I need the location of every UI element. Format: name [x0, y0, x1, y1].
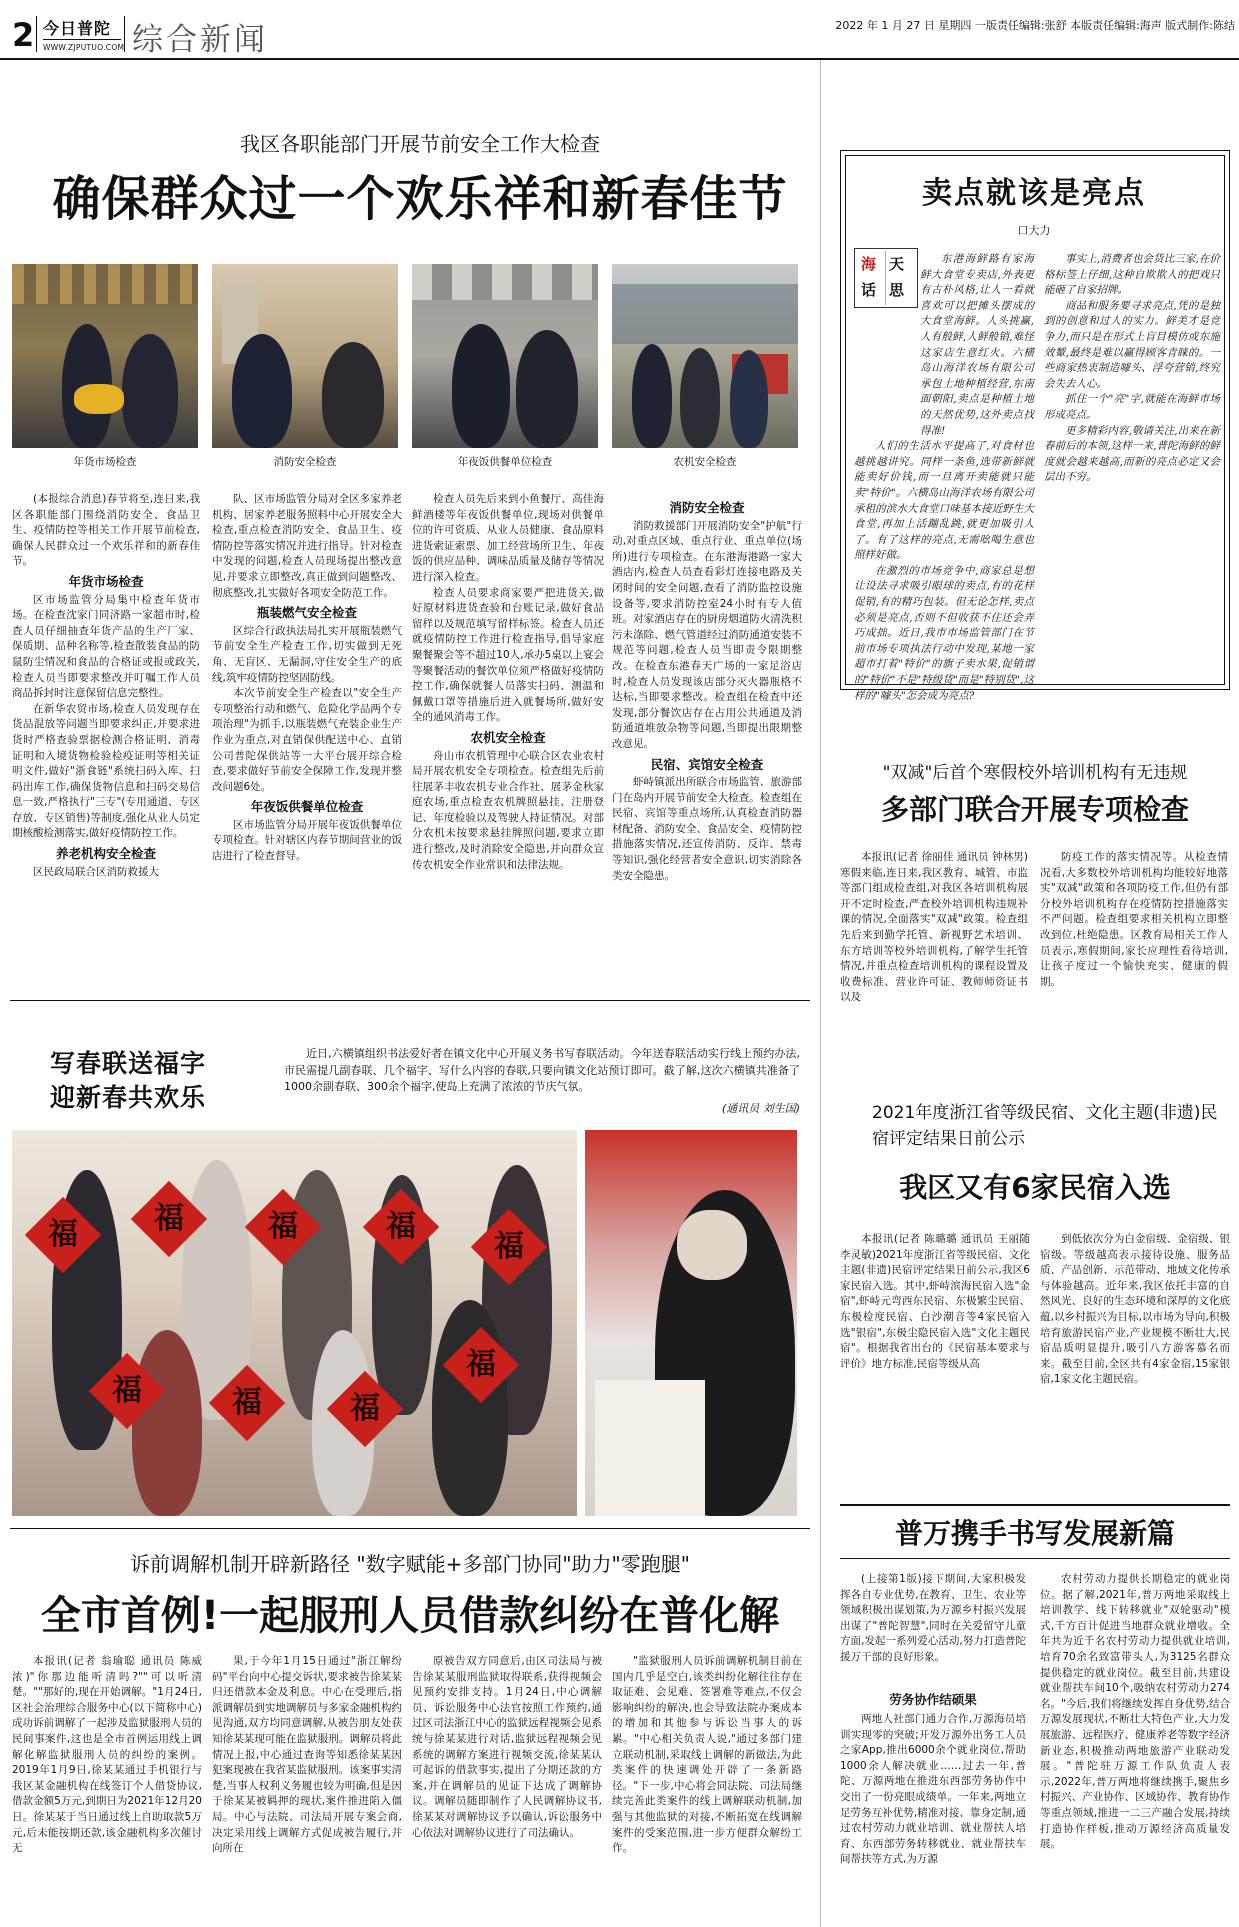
homestay-col-2: 到低依次分为白金宿级、金宿级、银宿级。等级越高表示接待设施、服务品质、产品创新、示范带动、地域文化传承与体验越高。近年来,我区依托丰富的自然风光、良好的生态环境和深厚的文化底蕴,以乡村振兴为目标,以市场为导向,积极培育旅游民宿产业,产业规模不断壮大,民宿品质明显提升,吸引八方游客慕名而来。截至目前,全区共有4家金宿,15家银宿,1家文化主题民宿。 — [1040, 1233, 1230, 1386]
paper-name: 今日普陀 — [43, 16, 121, 40]
loan-col-2: 果,于今年1月15日通过"浙江解纷码"平台向中心提交诉状,要求被告徐某某归还借款本金及利息。中心在受理后,指派调解员到实地调解员与多家金融机构约见沟通,双方均同意调解,从被告朋友处获知徐某某现可能在监狱服刑。调解员将此情况上报,中心通过查询等知悉徐某某因犯案现被在我省某监狱服刑。该案事实清楚,当事人权利义务履也较为明确,但是因于徐某某被羁押的现状,案件推进陷入僵局。中心与法院、司法局开展专案会商,决定采用线上调解方式促成被告履行,并向所在 — [212, 1655, 402, 1855]
badge-char-3: 话 — [861, 281, 877, 299]
column-paragraph: 东港海鲜路有家海鲜大食堂专卖店,外表更有古朴风格,让人一看就喜欢可以把摊头摆成的大食堂海鲜。人头挑赢,人有般鲜,人鲜般销,难怪这家店生意红火。六横岛山海洋农场有限公司承包土地种植经营,东南面朝阳,卖点是种植土地的天然优势,这外卖点找得准! — [920, 253, 1034, 437]
badge-char-1: 海 — [861, 255, 877, 273]
double-reduction-col-1: 本报讯(记者 徐丽佳 通讯员 钟林男)寒假来临,连日来,我区教育、城管、市监等部门组成检查组,对我区各培训机构展开不定时检查,严查校外培训机构违规补课的情况,全面落实"双减"政策。检查组先后来到勤学托管、新视野艺术培训、东方培训等校外培训机构,了解学生托管情况,并重点检查培训机构的课程设置及收费标准、营业许可证、教师师资证书以及 — [840, 851, 1028, 1004]
column-text-right — [1044, 252, 1220, 678]
paper-logo — [43, 16, 123, 52]
column-paragraph: 商品和服务要寻求亮点,凭的是独到的创意和过人的实力。鲜美才是竞争力,而只是在形式上盲目模仿或东施效颦,最终是难以赢得顾客青睐的。一些商家热衷制造噱头、浮夸营销,终究会失去人心。 — [1044, 299, 1220, 390]
puwan-col-2: 农村劳动力提供长期稳定的就业岗位。据了解,2021年,普万两地采取线上培训教学、线下转移就业"双轮驱动"模式,千方百计促进当地群众就业增收。全年共为近千名农村劳动力提供就业培训,培育70余名致富带头人,为3125名群众提供稳定的就业岗位。截至目前,共建设就业帮扶车间10个,吸纳农村劳动力274名。"今后,我们将继续发挥自身优势,结合万源发展现状,不断壮大特色产业,大力发展旅游、远程医疗、健康养老等数字经济新业态,积极推动两地旅游产业联动发展。"普陀驻万源工作队负责人表示,2022年,普万两地将继续携手,聚焦乡村振兴、产业协作、区域协作、教育协作等重点领域,推进一二三产融合发展,持续打造协作样板,推动万源经济高质量发展。 — [1040, 1573, 1231, 1851]
photo-calligrapher — [585, 1130, 797, 1516]
loan-kicker: 诉前调解机制开辟新路径 "数字赋能+多部门协同"助力"零跑腿" — [130, 1552, 690, 1576]
photo-farm-machinery-inspection — [612, 264, 798, 448]
lead-paragraph: 区市场监管分局集中检查年货市场。在检查沈家门同济路一家超市时,检查人员仔细抽查年货产品的生产厂家、保质期、品种名称等,检查散装食品的防鼠防尘情况和食品的合格证或报或政关,检查人员当即要求整改并叮嘱工作人员商品拆封时注意保留信息完整性。 — [12, 593, 200, 700]
photo-fire-inspection — [212, 264, 398, 448]
loan-col-4: "监狱服刑人员诉前调解机制目前在国内几乎是空白,该类纠纷化解往往存在取证难、会见难、签署难等难点,不仅会影响纠纷的解决,也会导致法院办案成本的增加和其他参与诉讼当事人的诉累。"中心相关负责人说,"通过多部门建立联动机制,采取线上调解的新做法,为此类案件的快速调处开辟了一条新路径。"下一步,中心将会同法院、司法局继续完善此类案件的线上调解联动机制,加强与其他监狱的对接,不断拓宽在线调解案件的受案范围,进一步方便群众解纷工作。 — [612, 1655, 802, 1855]
couplets-headline-1: 写春联送福字 — [50, 1049, 207, 1078]
photo-restaurant-inspection — [412, 264, 598, 448]
column-author: 口大力 — [1017, 224, 1051, 237]
double-reduction-headline: 多部门联合开展专项检查 — [880, 793, 1189, 826]
masthead-divider-2 — [124, 16, 125, 52]
puwan-headline: 普万携手书写发展新篇 — [894, 1517, 1175, 1550]
column-paragraph: 抓住一个"亮"字,就能在海鲜市场形成亮点。 — [1044, 393, 1220, 421]
dateline: 2022 年 1 月 27 日 星期四 一版责任编辑:张舒 本版责任编辑:海声 版式制作:陈结 — [835, 19, 1235, 32]
fu-card-7: 福 — [209, 1365, 285, 1441]
lead-paragraph: 虾峙镇派出所联合市场监管、旅游部门在岛内开展节前安全大检查。检查组在民宿、宾馆等重点场所,认真检查消防器材配备、消防安全、食品安全、疫情防控措施落实情况,还宣传消防、反诈、禁毒等知识,强化经营者安全意识,切实消除各类安全隐患。 — [612, 776, 802, 882]
loan-col-3: 原被告双方同意后,由区司法局与被告徐某某服刑监狱取得联系,获得视频会见预约安排支持。1月24日,中心调解员、诉讼服务中心法官按照工作预约,通过区司法浙江中心的监狱远程视频会见系统与徐某某进行对话,监狱远程视频会见系统的调解方案进行视频交流,徐某某认可起诉的借款事实,提出了分期还款的方案,并在调解员的见证下达成了调解协议。调解员随即制作了人民调解协议书,徐某某对调解协议予以确认,诉讼服务中心依法对调解协议进行了司法确认。 — [412, 1655, 602, 1839]
lead-paragraph: 区民政局联合区消防救援大 — [33, 865, 159, 878]
lead-paragraph: 本次节前安全生产检查以"安全生产专项整治行动和燃气、危险化学品两个专项治理"为抓手,以瓶装燃气充装企业生产作业为重点,对直销保供配送中心、直销公司普陀保供站等一大平台展开综合检查,要求做好节前安全保障工作,发现并整改问题6处。 — [212, 687, 402, 793]
divider-mid — [10, 1000, 810, 1001]
column-text-left — [854, 252, 1034, 702]
masthead-divider — [36, 16, 37, 52]
fu-card-6: 福 — [89, 1353, 165, 1429]
caption-farm-machinery: 农机安全检查 — [673, 456, 737, 468]
fu-card-3: 福 — [245, 1189, 321, 1265]
puwan-col-1-top: (上接第1版)接下期间,大家积极发挥各自专业优势,在教育、卫生、农业等领域积极出谋划策,为万源乡村振兴发展出谋了"普陀智慧",同时在关爱留守儿童方面,发起一系列爱心活动,努力打造普陀援万干部的良好形象。 — [840, 1573, 1026, 1663]
page-header — [0, 0, 1239, 58]
fu-card-8: 福 — [327, 1371, 403, 1447]
couplets-headline-2: 迎新春共欢乐 — [50, 1083, 207, 1112]
lead-subhead: 年货市场检查 — [68, 573, 144, 589]
badge-char-4: 思 — [889, 281, 905, 299]
section-title: 综合新闻 — [132, 22, 268, 58]
column-paragraph: 人们的生活水平提高了,对食材也越挑越讲究。同样一条鱼,选带新鲜就能卖好价钱,而一旦离开卖能就只能卖"特价"。六横岛山海洋农场有限公司承租的滨水大食堂口味基本接近野生大食堂,再加上活蹦乱跳,就更加吸引人了。有了这样的亮点,无需吆喝生意也照样好做。 — [854, 440, 1034, 562]
header-rule — [0, 58, 1239, 60]
lead-paragraph: 区市场监管分局开展年夜饭供餐单位专项检查。针对辖区内春节期间营业的饭店进行了检查督导。 — [212, 818, 402, 863]
lead-column-3 — [412, 492, 604, 990]
column-title: 卖点就该是亮点 — [922, 176, 1146, 211]
couplets-body: 近日,六横镇组织书法爱好者在镇文化中心开展义务书写春联活动。今年送春联活动实行线上预约办法,市民需提几副春联、几个福字、写什么内容的春联,只要向镇文化站预订即可。截了解,这次六横镇共准备了1000余副春联、300余个福字,使岛上充满了浓浓的节庆气氛。 — [284, 1047, 800, 1093]
divider-lower — [10, 1528, 810, 1529]
lead-paragraph: 检查人员先后来到小鱼餐厅、高佳海鲜酒楼等年夜饭供餐单位,现场对供餐单位的许可资质、从业人员健康、食品原料进货索证索票、加工经营场所卫生、年夜饭的供应品种、调味品质量及储存等情况进行深入检查。 — [412, 493, 604, 583]
lead-column-4 — [612, 496, 802, 990]
column-paragraph: 更多精彩内容,敬请关注,出来在新春前后的本领,这样一来,普陀海鲜的鲜度就会越来越高,而新的亮点必定又会层出不穷。 — [1044, 424, 1220, 484]
lead-column-1 — [12, 492, 200, 990]
badge-char-2: 天 — [889, 255, 905, 273]
double-reduction-kicker: "双减"后首个寒假校外培训机构有无违规 — [882, 763, 1188, 783]
homestay-col-1: 本报讯(记者 陈璐璐 通讯员 王丽随 李灵敏)2021年度浙江省等级民宿、文化主题(非遗)民宿评定结果日前公示,我区6家民宿入选。其中,虾峙滨海民宿入选"金宿",虾峙元弯西东民宿、东极繁尘民宿、东极检度民宿、白沙潮音等4家民宿入选"银宿",东极尘隐民宿入选"文化主题民宿"。根据我省出台的《民宿基本要求与评价》地方标准,民宿等级从高 — [840, 1233, 1030, 1370]
paper-site: WWW.ZJPUTUO.COM — [43, 43, 125, 52]
lead-subhead: 农机安全检查 — [470, 729, 546, 745]
lead-kicker: 我区各职能部门开展节前安全工作大检查 — [240, 132, 600, 156]
lead-subhead: 民宿、宾馆安全检查 — [650, 756, 764, 772]
caption-market: 年货市场检查 — [73, 456, 137, 468]
lead-paragraph: 检查人员要求商家要严把进货关,做好原材料进货查验和台账记录,做好食品留样以及规范填写留样标签。检查人员还就疫情防控工作进行检查指导,倡导家庭聚餐聚会等不超过10人,承办5桌以上宴会等聚餐活动的餐饮单位须严格做好疫情防控工作,确保就餐人员落实扫码、测温和佩戴口罩等措施后进入就餐场所,做好安全的通风消毒工作。 — [412, 586, 604, 724]
caption-restaurant: 年夜饭供餐单位检查 — [457, 456, 553, 468]
lead-paragraph: 在新华农贸市场,检查人员发现存在货品混放等问题当即要求纠正,并要求进货时严格查验票据检测合格证明、消毒证明和入境货物检验检疫证明等相关证明文件,做好"浙食链"系统扫码入库、扫码出库工作,确保货物信息和扫码交易信息一致,严格执行"三专"(专用通道、专区存放、专区销售)等制度,强化从业人员定期核酸检测落实,做好疫情防控工作。 — [12, 702, 200, 840]
column-paragraph: 在激烈的市场竞争中,商家总是想让设法寻求吸引眼球的卖点,有的花样促销,有的精巧包装。但无论怎样,卖点必须是亮点,否则不但收获不住还会弄巧成拙。近日,我市市场监管部门在节前市场专项执法行动中发现,某地一家超市打着"特价"的旗子卖水果,促销谓的"特价"不是"特级货"而是"特别货",这样的"噱头"怎会成为亮点? — [854, 564, 1034, 702]
column-paragraph: 事实上,消费者也会货比三家,在价格标签上仔细,这种自欺欺人的把戏只能砸了自家招牌。 — [1044, 253, 1220, 297]
couplets-credit: (通讯员 刘生国) — [721, 1102, 800, 1115]
lead-subhead: 消防安全检查 — [669, 500, 745, 515]
fu-card-1: 福 — [25, 1197, 101, 1273]
loan-headline: 全市首例!一起服刑人员借款纠纷在普化解 — [40, 1593, 780, 1639]
fu-card-4: 福 — [363, 1189, 439, 1265]
double-reduction-col-2: 防疫工作的落实情况等。从检查情况看,大多数校外培训机构均能较好地落实"双减"政策和各项防疫工作,但仍有部分校外培训机构存在疫情防控措施落实不严问题。检查组要求相关机构立即整改到位,杜绝隐患。区教育局相关工作人员表示,寒假期间,家长应理性看待培训,让孩子度过一个愉快充实、健康的假期。 — [1040, 851, 1228, 988]
lead-paragraph: (本报综合消息)春节将至,连日来,我区各职能部门围绕消防安全、食品卫生、疫情防控等相关工作开展节前检查,确保人民群众过一个欢乐祥和的新春佳节。 — [12, 493, 200, 568]
photo-market-inspection — [12, 264, 198, 448]
vertical-rule — [820, 60, 821, 1927]
lead-column-2 — [212, 492, 402, 990]
loan-col-1: 本报讯(记者 翁瑜聪 通讯员 陈威浓)"你那边能听清吗?""可以听清楚。""那好的,现在开始调解。"1月24日,区社会治理综合服务中心(以下简称中心)成功诉前调解了一起涉及监狱服刑人员的民间事案件,这也是全市首例运用线上调解化解监狱服刑人员的纠纷的案例。2019年1月9日,徐某某通过手机银行与我区某金融机构在线签订个人借贷协议,借款金额5万元,到期日为2021年12月20日。徐某某于当日通过线上自助取款5万元,后未能按期还款,该金融机构多次催讨无 — [12, 1655, 202, 1855]
lead-paragraph: 队、区市场监管分局对全区多家养老机构、居家养老服务照料中心开展安全大检查,重点检查消防安全、食品卫生、疫情防控等落实情况并进行指导。针对检查中发现的问题,检查人员现场提出整改意见,并要求立即整改,真正做到问题整改、彻底整改,扎实做好各项安全防范工作。 — [212, 493, 402, 599]
puwan-subhead: 劳务协作结硕果 — [889, 1692, 977, 1707]
lead-paragraph: 消防救援部门开展消防安全"护航"行动,对重点区域、重点行业、重点单位(场所)进行专项检查。在东港海港路一家大酒店内,检查人员查看彩灯连接电路及关闭时间的安全问题,查看了消防监控设施设备等,要求消防控室24小时有专人值班。对家酒店存在的厨房烟道防火清洗积污未涤除、燃气管道经过消防通道安装不规范等问题,检查人员当即责令限期整改。在检查东港春天广场的一家足浴店时,检查人员发现该店部分灭火器瓶格不达标,当即要求整改。检查组在检查中还发现,部分餐饮店存在占用公共通道及消防通道堆放杂物等问题,当即提出限期整改意见。 — [612, 519, 802, 750]
lead-subhead: 瓶装燃气安全检查 — [256, 605, 357, 621]
homestay-kicker: 2021年度浙江省等级民宿、文化主题(非遗)民宿评定结果日前公示 — [872, 1103, 1218, 1149]
puwan-col-1-bottom: 两地人社部门通力合作,万源海员培训实现零的突破;开发万源外出务工人员之家App,推出6000余个就业岗位,帮助1000余人解决就业……过去一年,普陀、万源两地在推进东西部劳务协作中交出了一份亮眼成绩单。一年来,两地立足劳务互补优势,精准对接、靠身定制,通过农村劳动力就业培训、就业帮扶人培育、东西部劳务转移就业、就业帮扶车间帮扶等方式,为万源 — [840, 1713, 1026, 1866]
lead-subhead: 养老机构安全检查 — [55, 846, 156, 862]
photo-couplets-group — [12, 1130, 577, 1516]
lead-paragraph: 区综合行政执法局扎实开展瓶装燃气节前安全生产检查工作,切实做到无死角、无盲区、无漏洞,守住安全生产的底线,筑牢疫情防控坚固防线。 — [212, 624, 402, 684]
lead-subhead: 年夜饭供餐单位检查 — [250, 799, 364, 815]
page-number: 2 — [12, 16, 35, 54]
lead-paragraph: 舟山市农机管理中心联合区农业农村局开展农机安全专项检查。检查组先后前往展茅丰收农机专业合作社、展茅金秋家庭农场,重点检查农机牌照悬挂、注册登记、年度检验以及驾驶人持证情况。对部分农机未按要求悬挂牌照问题,要求立即进行整改,及时消除安全隐患,并向群众宣传农机安全作业常识和法律法规。 — [412, 749, 604, 871]
lead-headline: 确保群众过一个欢乐祥和新春佳节 — [52, 171, 788, 227]
homestay-headline: 我区又有6家民宿入选 — [899, 1171, 1171, 1204]
fu-card-2: 福 — [131, 1181, 207, 1257]
caption-fire: 消防安全检查 — [273, 456, 337, 468]
fu-card-9: 福 — [443, 1327, 519, 1403]
fu-card-5: 福 — [471, 1209, 547, 1285]
